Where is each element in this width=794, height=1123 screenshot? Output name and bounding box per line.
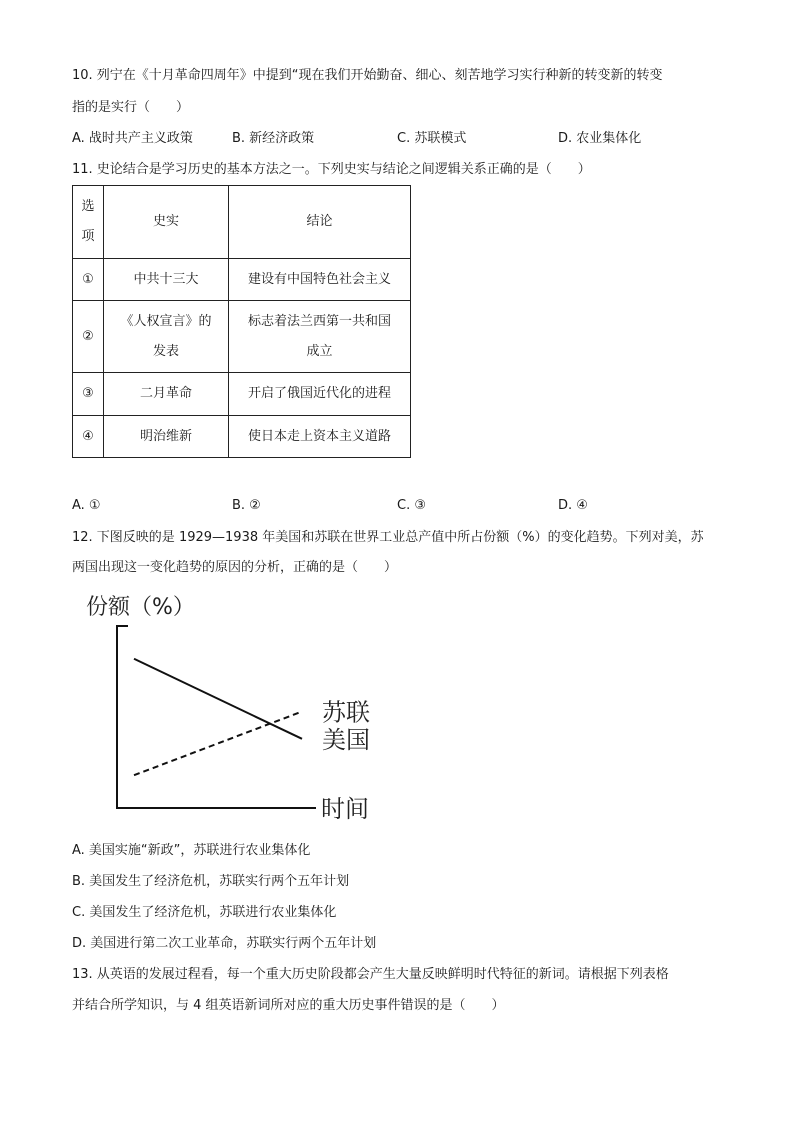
q12-option-a[interactable]: A. 美国实施“新政”，苏联进行农业集体化 xyxy=(72,843,311,858)
table-row xyxy=(73,259,411,301)
row-fact-line2: 发表 xyxy=(152,343,179,359)
q13-stem-line1: 13. 从英语的发展过程看，每一个重大历史阶段都会产生大量反映鲜明时代特征的新词。请根据下列表格 xyxy=(72,967,669,982)
q10-option-c[interactable]: C. 苏联模式 xyxy=(397,131,467,146)
row-marker: ③ xyxy=(73,373,104,416)
row-conclusion: 建设有中国特色社会主义 xyxy=(229,259,411,301)
header-char-1: 选 xyxy=(81,199,95,214)
q12-stem-line2: 两国出现这一变化趋势的原因的分析，正确的是（ ） xyxy=(72,560,398,575)
q12-option-d[interactable]: D. 美国进行第二次工业革命，苏联实行两个五年计划 xyxy=(72,936,377,951)
q13-stem-line2: 并结合所学知识，与 4 组英语新词所对应的重大历史事件错误的是（ ） xyxy=(72,998,505,1013)
row-fact: 中共十三大 xyxy=(104,259,229,301)
row-fact: 明治维新 xyxy=(104,416,229,458)
series-line-2 xyxy=(134,712,302,776)
q11-option-b[interactable]: B. ② xyxy=(232,498,261,513)
q12-option-c[interactable]: C. 美国发生了经济危机，苏联进行农业集体化 xyxy=(72,905,337,920)
row-conclusion-line2: 成立 xyxy=(306,343,333,359)
q12-option-b[interactable]: B. 美国发生了经济危机，苏联实行两个五年计划 xyxy=(72,874,350,889)
q11-table xyxy=(72,185,411,458)
row-conclusion: 开启了俄国近代化的进程 xyxy=(229,373,411,416)
series-line-1 xyxy=(134,659,302,739)
series-label-1: 美国 xyxy=(322,725,370,754)
q11-option-c[interactable]: C. ③ xyxy=(397,498,426,513)
q10-option-b[interactable]: B. 新经济政策 xyxy=(232,131,315,146)
row-marker: ② xyxy=(73,301,104,373)
q10-option-a[interactable]: A. 战时共产主义政策 xyxy=(72,131,193,146)
row-conclusion xyxy=(229,301,411,373)
q11-option-d[interactable]: D. ④ xyxy=(558,498,588,513)
q11-options xyxy=(72,497,732,515)
table-row xyxy=(73,416,411,458)
row-fact xyxy=(104,301,229,373)
series-label-2: 苏联 xyxy=(322,698,370,727)
q10-stem-line1: 10. 列宁在《十月革命四周年》中提到“现在我们开始勤奋、细心、刻苦地学习实行种新的转变新的转变 xyxy=(72,68,663,83)
header-char-2: 项 xyxy=(81,229,95,244)
q10-options xyxy=(72,130,732,148)
header-option-col xyxy=(73,186,104,259)
row-marker: ④ xyxy=(73,416,104,458)
x-axis-label: 时间 xyxy=(321,795,369,823)
q12-stem-line1: 12. 下图反映的是 1929—1938 年美国和苏联在世界工业总产值中所占份额（%）的变化趋势。下列对美，苏 xyxy=(72,530,704,545)
y-axis-label: 份额（%） xyxy=(86,595,195,620)
q10-stem-line2: 指的是实行（ ） xyxy=(72,100,190,115)
trend-chart xyxy=(84,588,384,824)
q11-option-a[interactable]: A. ① xyxy=(72,498,101,513)
series-layer xyxy=(134,659,370,775)
row-fact: 二月革命 xyxy=(104,373,229,416)
header-conclusion: 结论 xyxy=(229,186,411,259)
q10-option-d[interactable]: D. 农业集体化 xyxy=(558,131,642,146)
row-fact-line1: 《人权宣言》的 xyxy=(120,313,212,329)
q11-stem: 11. 史论结合是学习历史的基本方法之一。下列史实与结论之间逻辑关系正确的是（ ） xyxy=(72,162,591,177)
row-marker: ① xyxy=(73,259,104,301)
row-conclusion-line1: 标志着法兰西第一共和国 xyxy=(247,313,391,329)
header-fact: 史实 xyxy=(104,186,229,259)
row-conclusion: 使日本走上资本主义道路 xyxy=(229,416,411,458)
table-header-row xyxy=(73,186,411,259)
table-row xyxy=(73,373,411,416)
table-row xyxy=(73,301,411,373)
